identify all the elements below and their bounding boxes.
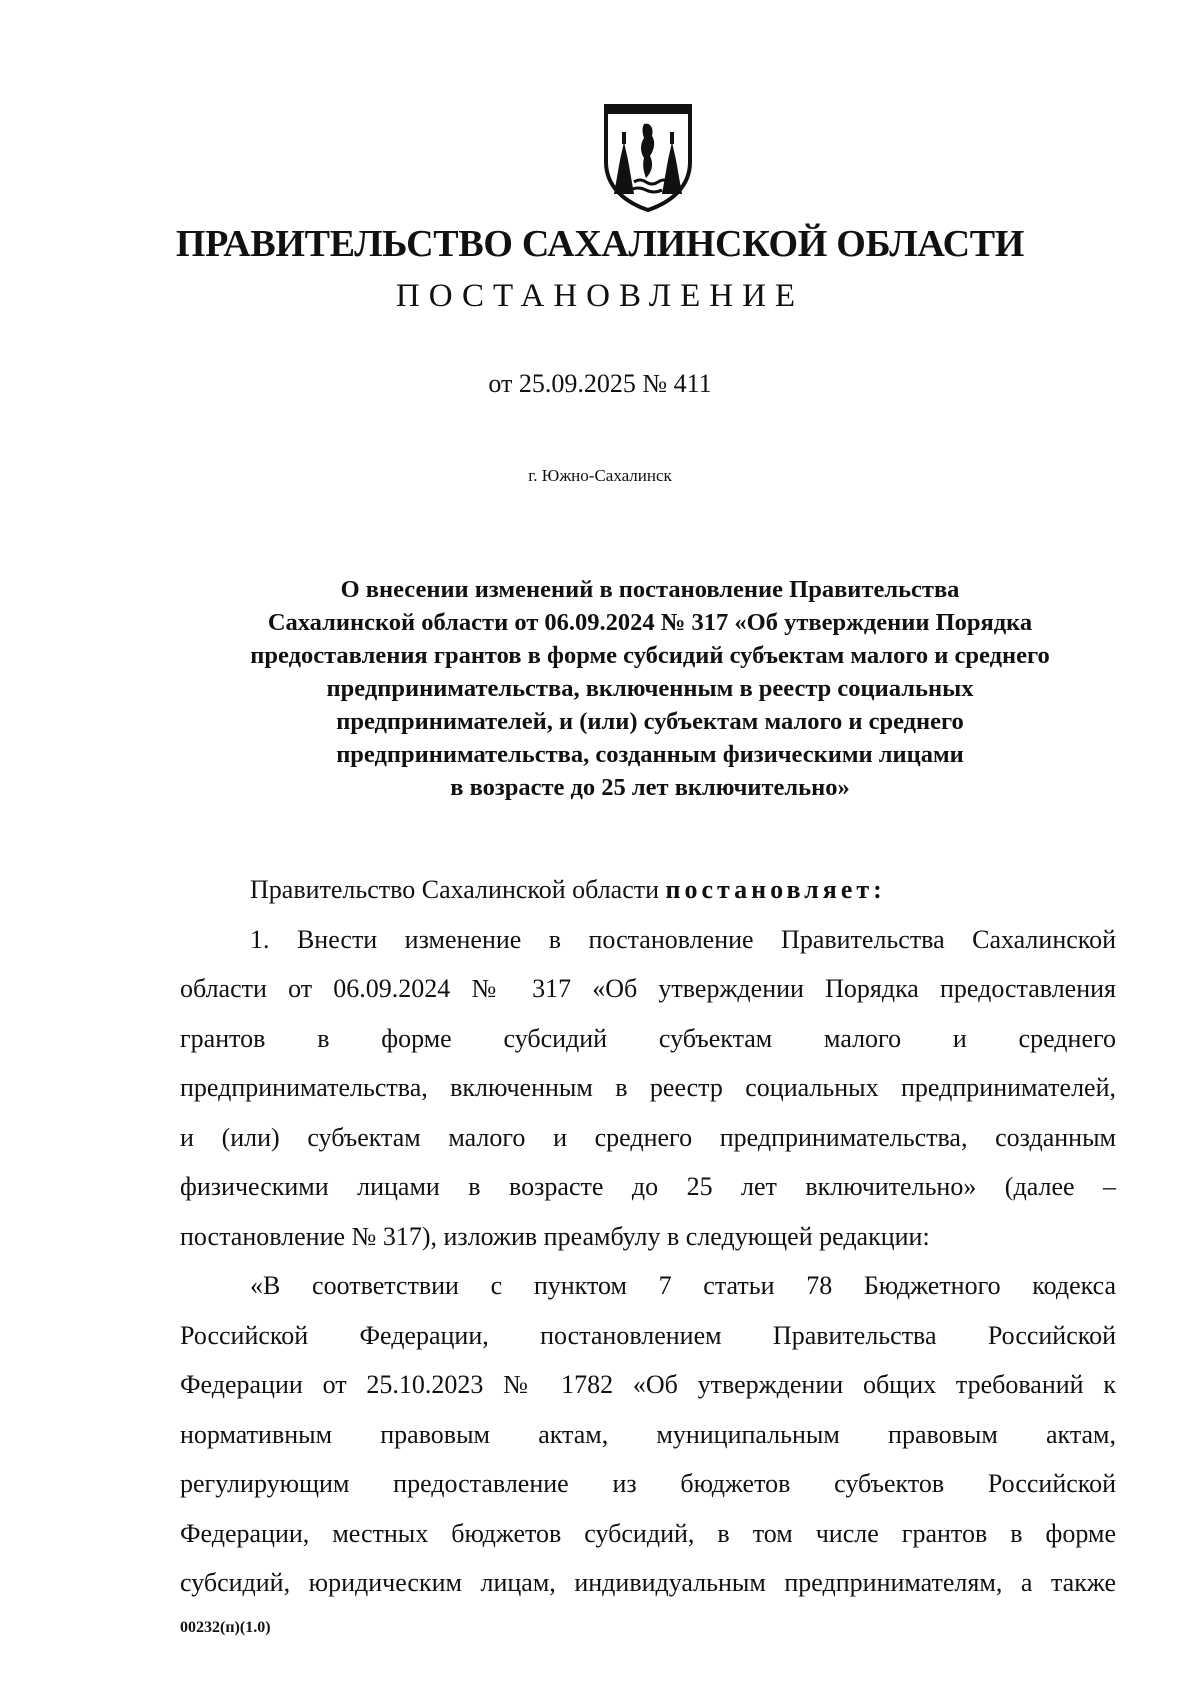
body-line: постановление № 317), изложив преамбулу в следующей редакции:: [180, 1221, 930, 1251]
body-line: грантов в форме субсидий субъектам малого и среднего: [180, 1023, 1116, 1053]
document-date-number: от 25.09.2025 № 411: [488, 369, 712, 398]
subject-line: предпринимателей, и (или) субъектам малого и среднего: [336, 708, 964, 735]
body-line: предпринимательства, включенным в реестр социальных предпринимателей,: [180, 1073, 1116, 1102]
subject-line: предпринимательства, созданным физическими лицами: [336, 741, 964, 768]
body-line: физическими лицами в возрасте до 25 лет включительно» (далее –: [180, 1172, 1116, 1201]
body-line: субсидий, юридическим лицам, индивидуальным предпринимателям, а также: [180, 1568, 1116, 1597]
subject-line: предоставления грантов в форме субсидий субъектам малого и среднего: [250, 642, 1050, 669]
body-line: Федерации, местных бюджетов субсидий, в том числе грантов в форме: [180, 1518, 1116, 1548]
preamble-line: [180, 865, 1116, 915]
subject-line: Сахалинской области от 06.09.2024 № 317 «Об утверждении Порядка: [267, 609, 1033, 636]
subject-line: О внесении изменений в постановление Правительства: [340, 576, 960, 603]
body-line: нормативным правовым актам, муниципальным правовым актам,: [180, 1419, 1116, 1449]
body-line: «В соответствии с пунктом 7 статьи 78 Бюджетного кодекса: [250, 1271, 1116, 1300]
preamble-text: Правительство Сахалинской области: [250, 875, 666, 904]
government-title: ПРАВИТЕЛЬСТВО САХАЛИНСКОЙ ОБЛАСТИ: [175, 223, 1025, 265]
body-line: регулирующим предоставление из бюджетов субъектов Российской: [180, 1469, 1116, 1498]
subject-line: предпринимательства, включенным в реестр социальных: [326, 675, 974, 702]
body-line: области от 06.09.2024 № 317 «Об утверждении Порядка предоставления: [180, 974, 1116, 1003]
document-place: г. Южно-Сахалинск: [528, 466, 672, 485]
body-line: Федерации от 25.10.2023 № 1782 «Об утверждении общих требований к: [180, 1370, 1116, 1399]
body-line: и (или) субъектам малого и среднего предпринимательства, созданным: [180, 1122, 1116, 1152]
coat-of-arms-icon: [600, 102, 696, 214]
form-code: 00232(п)(1.0): [180, 1619, 271, 1636]
subject-line: в возрасте до 25 лет включительно»: [450, 774, 850, 801]
document-type: ПОСТАНОВЛЕНИЕ: [395, 278, 805, 314]
document-body: [180, 865, 1116, 1608]
document-subject: [160, 573, 1140, 804]
body-line: Российской Федерации, постановлением Правительства Российской: [180, 1320, 1116, 1350]
preamble-emphasis: постановляет:: [665, 875, 886, 904]
body-line: 1. Внести изменение в постановление Правительства Сахалинской: [250, 924, 1116, 954]
